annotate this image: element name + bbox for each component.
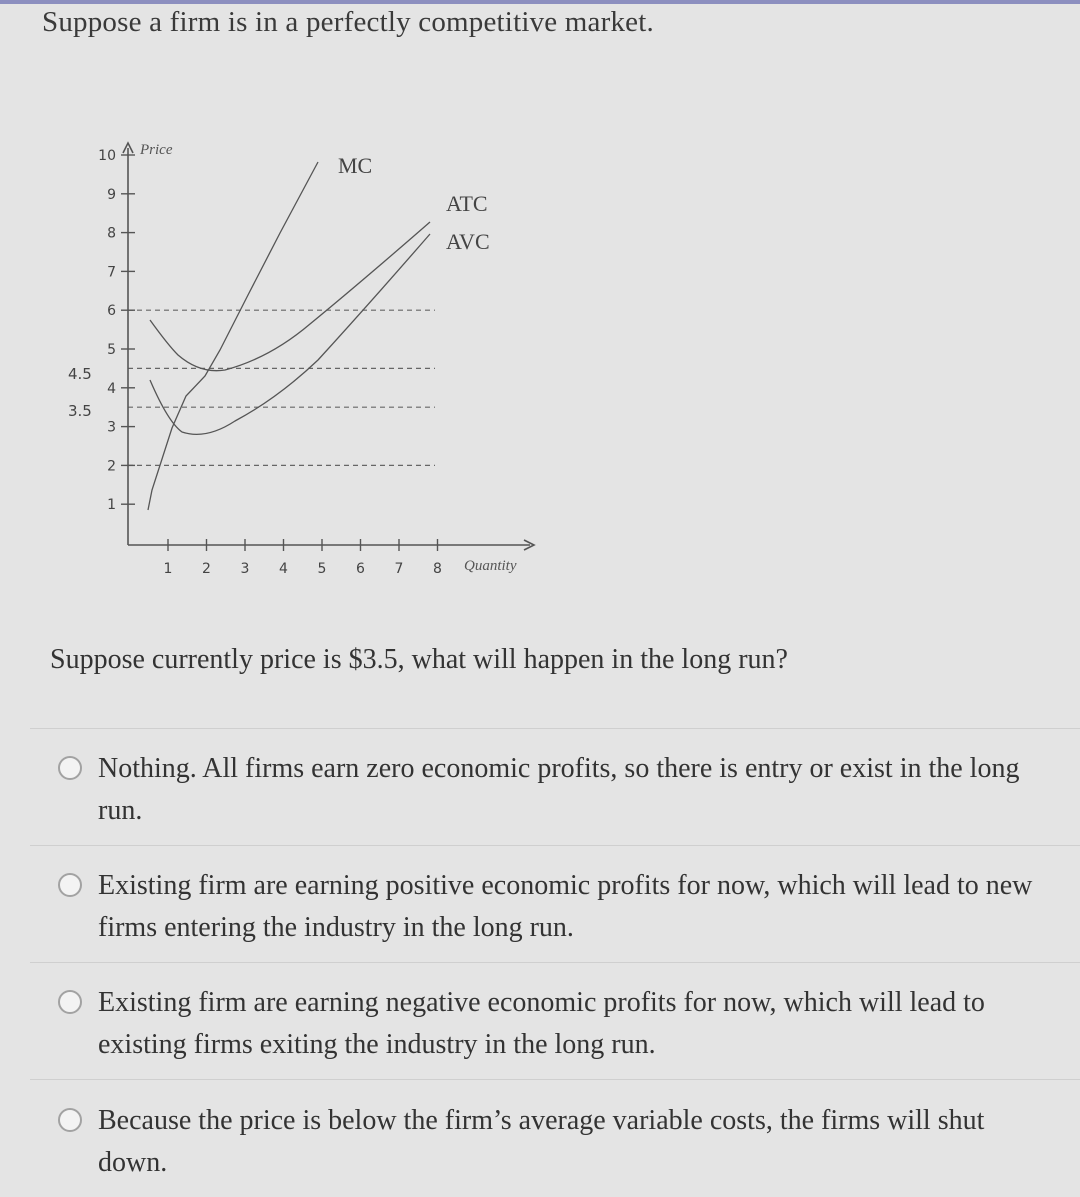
y-tick-label: 9: [107, 186, 116, 203]
extra-y-label-4-5: 4.5: [68, 365, 92, 383]
y-tick-label: 6: [107, 303, 116, 320]
cost-curves-graph: [0, 0, 580, 600]
y-axis-label: Price: [140, 142, 173, 158]
x-tick-label: 4: [279, 561, 288, 577]
x-tick-label: 3: [240, 561, 250, 577]
avc-label: AVC: [446, 229, 490, 254]
radio-button-3[interactable]: [58, 990, 82, 1014]
radio-button-2[interactable]: [58, 873, 82, 897]
dashed-price-lines: [128, 310, 435, 465]
answer-option-4-label: Because the price is below the firm’s average variable costs, the firms will shut down.: [98, 1105, 985, 1178]
curves: [148, 162, 430, 510]
y-tick-label: 3: [107, 419, 116, 436]
mc-curve: [148, 162, 318, 510]
question-text: Suppose currently price is $3.5, what will happen in the long run?: [50, 644, 788, 675]
divider: [30, 962, 1080, 963]
mc-label: MC: [338, 153, 373, 178]
radio-button-1[interactable]: [58, 756, 82, 780]
y-tick-label: 8: [107, 225, 116, 242]
x-tick-label: 6: [356, 561, 365, 577]
atc-label: ATC: [446, 191, 488, 216]
divider: [30, 728, 1080, 729]
extra-y-label-3-5: 3.5: [68, 402, 92, 420]
x-axis-label: Quantity: [464, 558, 517, 574]
x-tick-label: 1: [163, 561, 173, 577]
y-tick-label: 7: [107, 264, 116, 281]
avc-curve: [150, 234, 430, 434]
question-intro: Suppose a firm is in a perfectly competitive market.: [42, 6, 654, 38]
answer-option-1-label: Nothing. All firms earn zero economic profits, so there is entry or exist in the long run.: [98, 753, 1020, 826]
x-tick-label: 2: [202, 561, 211, 577]
x-tick-label: 8: [433, 561, 442, 577]
answer-option-2-label: Existing firm are earning positive economic profits for now, which will lead to new firms entering the industry in the long run.: [98, 870, 1033, 943]
y-tick-label: 10: [98, 148, 116, 164]
divider: [30, 845, 1080, 846]
y-tick-label: 4: [107, 380, 116, 397]
radio-button-4[interactable]: [58, 1108, 82, 1132]
answer-option-3[interactable]: [58, 982, 1068, 1066]
y-tick-label: 1: [107, 497, 116, 514]
answer-option-1[interactable]: [58, 748, 1068, 832]
y-tick-label: 2: [107, 458, 116, 475]
answer-option-2[interactable]: [58, 865, 1068, 949]
divider: [30, 1079, 1080, 1080]
y-tick-label: 5: [107, 342, 116, 358]
answer-option-4[interactable]: [58, 1100, 1068, 1184]
atc-curve: [150, 222, 430, 371]
x-tick-label: 5: [317, 561, 327, 577]
answer-option-3-label: Existing firm are earning negative economic profits for now, which will lead to existing firms exiting the industry in the long run.: [98, 987, 985, 1060]
x-tick-label: 7: [394, 561, 404, 577]
